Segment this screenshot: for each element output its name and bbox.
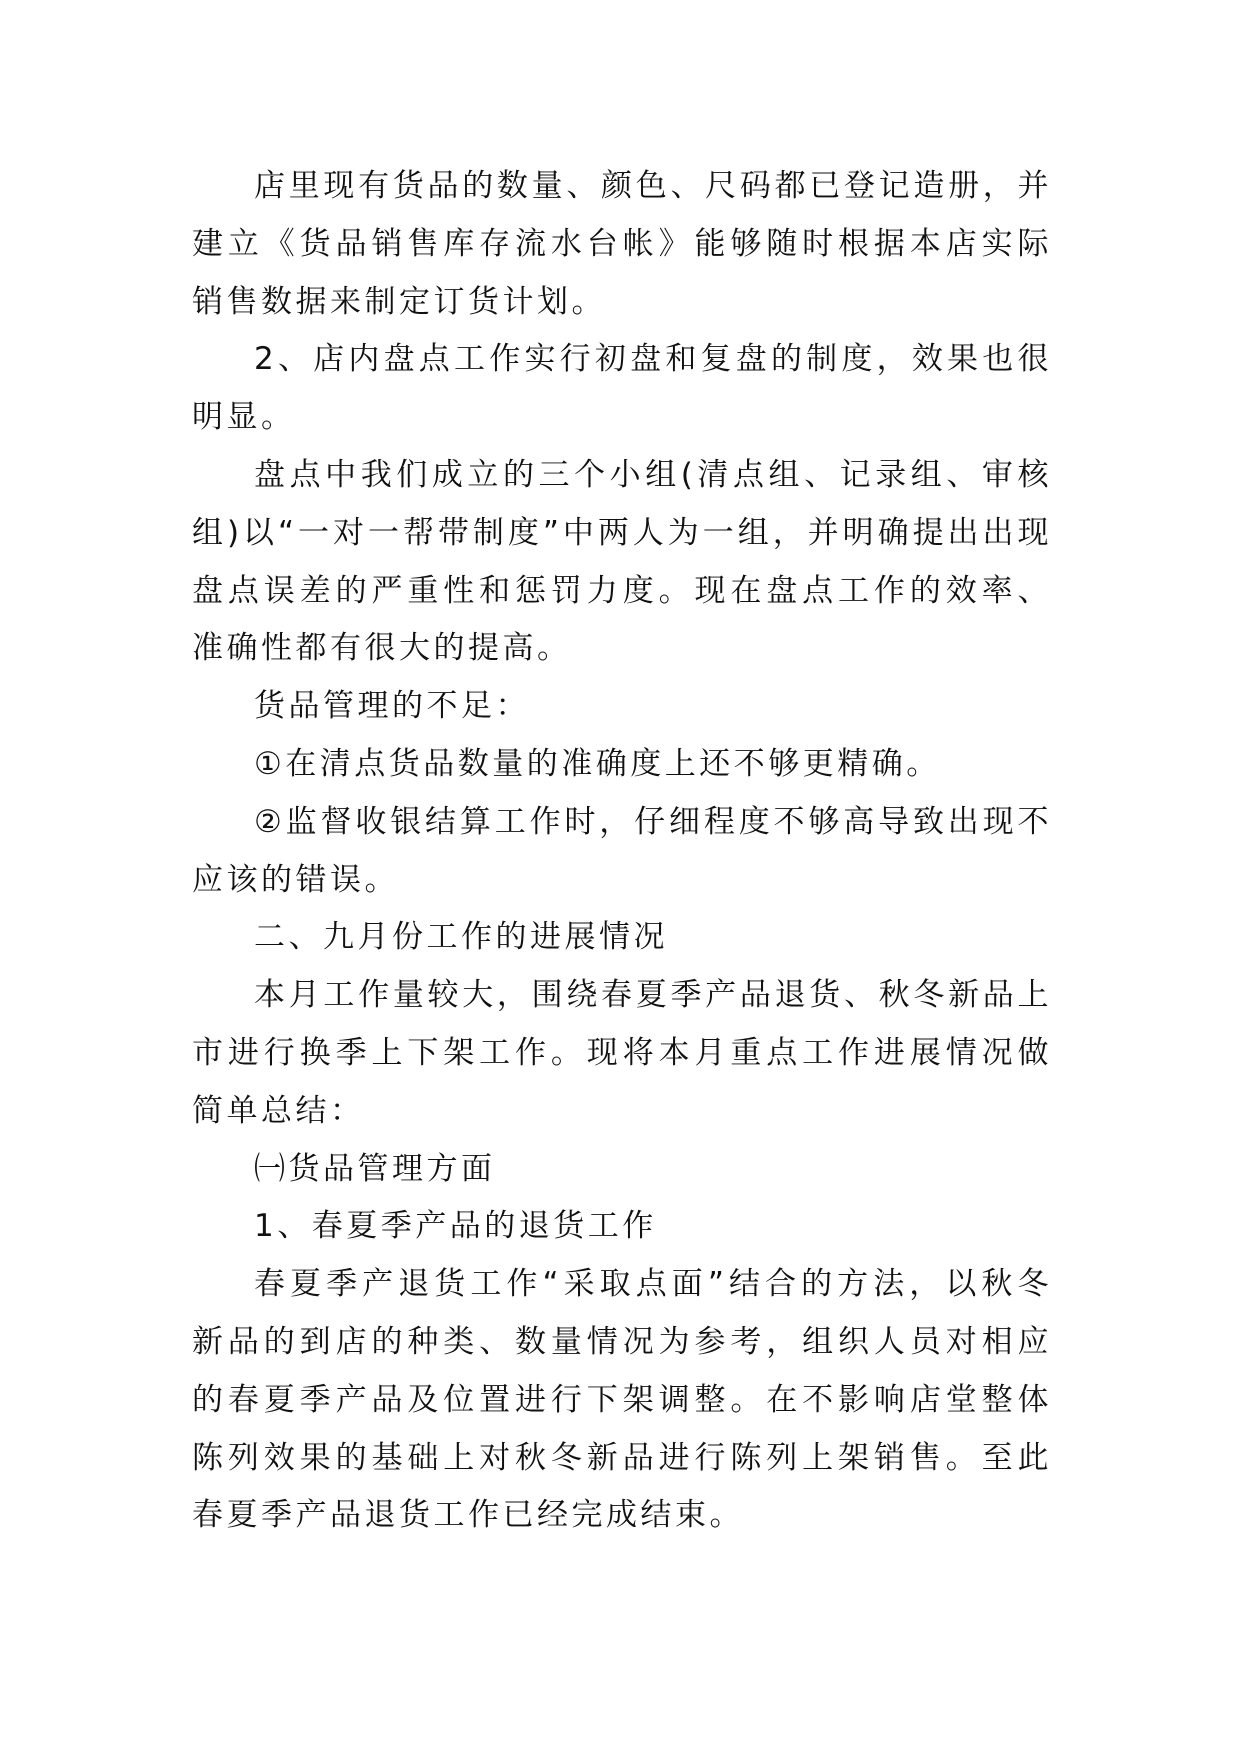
paragraph-stocktake-groups: 盘点中我们成立的三个小组(清点组、记录组、审核组)以“一对一帮带制度”中两人为一组，并明确提出出现盘点误差的严重性和惩罚力度。现在盘点工作的效率、准确性都有很大的提高。	[192, 456, 1052, 667]
paragraph-month-summary: 本月工作量较大，围绕春夏季产品退货、秋冬新品上市进行换季上下架工作。现将本月重点工作进展情况做简单总结：	[192, 977, 1052, 1129]
paragraph-returns-detail: 春夏季产退货工作“采取点面”结合的方法，以秋冬新品的到店的种类、数量情况为参考，组织人员对相应的春夏季产品及位置进行下架调整。在不影响店堂整体陈列效果的基础上对秋冬新品进行陈列上架销售。至此春夏季产品退货工作已经完成结束。	[192, 1266, 1052, 1534]
section-heading-september-progress: 二、九月份工作的进展情况	[254, 919, 668, 956]
subsection-heading-goods-management: ㈠货品管理方面	[254, 1150, 496, 1187]
item-heading-returns: 1、春夏季产品的退货工作	[254, 1208, 657, 1245]
paragraph-shortcoming-1: ①在清点货品数量的准确度上还不够更精确。	[254, 745, 941, 782]
paragraph-stocktake-system: 2、店内盘点工作实行初盘和复盘的制度，效果也很明显。	[192, 341, 1052, 436]
paragraph-inventory-register: 店里现有货品的数量、颜色、尺码都已登记造册，并建立《货品销售库存流水台帐》能够随时根据本店实际销售数据来制定订货计划。	[192, 168, 1052, 320]
document-body	[192, 158, 1052, 1545]
paragraph-shortcomings-heading: 货品管理的不足：	[254, 688, 530, 725]
paragraph-shortcoming-2: ②监督收银结算工作时，仔细程度不够高导致出现不应该的错误。	[192, 803, 1052, 898]
